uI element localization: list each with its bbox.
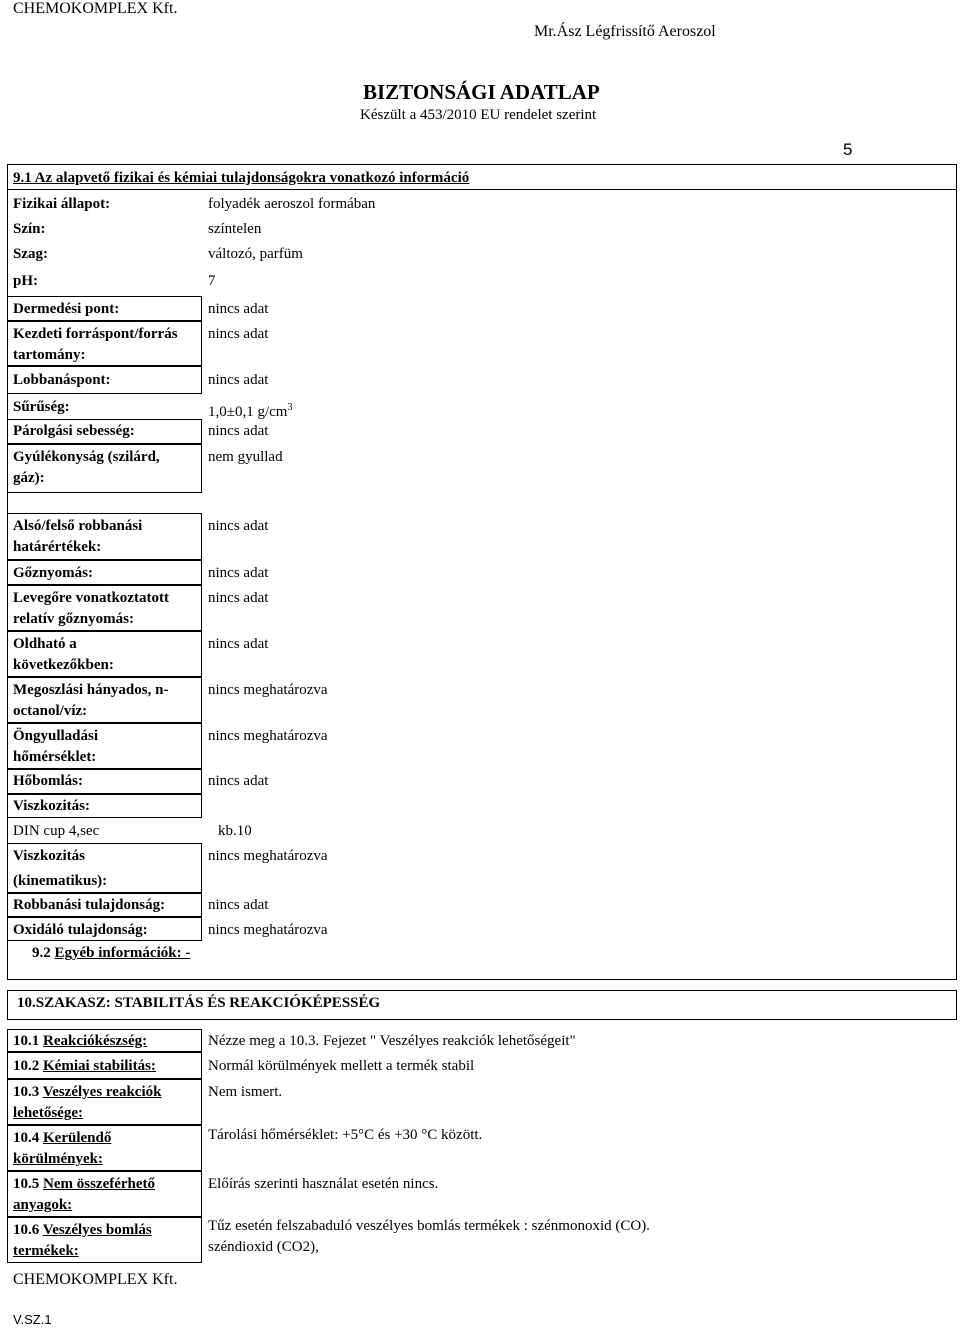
row-value: nincs adat (208, 565, 269, 581)
row-label: Hőbomlás: (13, 773, 84, 789)
row-value: Normál körülmények mellett a termék stabil (208, 1058, 475, 1074)
row-label: Öngyulladási (13, 728, 99, 744)
row-label: Viszkozitás: (13, 798, 90, 814)
row-label: Sűrűség: (13, 399, 70, 415)
row-value: nincs adat (208, 372, 269, 388)
row-label-line2: tartomány: (13, 347, 86, 363)
row-label: Fizikai állapot: (13, 196, 111, 212)
row-value: kb.10 (218, 823, 252, 839)
document-subtitle: Készült a 453/2010 EU rendelet szerint (360, 107, 597, 123)
row-label: Szín: (13, 221, 46, 237)
footer-company: CHEMOKOMPLEX Kft. (13, 1271, 178, 1288)
row-value: Nem ismert. (208, 1084, 283, 1100)
row-label-line2: gáz): (13, 470, 45, 486)
row-label: Oldható a (13, 636, 77, 652)
row-value: Nézze meg a 10.3. Fejezet " Veszélyes reakciók lehetőségeit" (208, 1033, 576, 1049)
row-label: Levegőre vonatkoztatott (13, 590, 169, 606)
row-value: nem gyullad (208, 449, 283, 465)
row-value: nincs adat (208, 301, 269, 317)
row-label: pH: (13, 273, 39, 289)
row-value: nincs adat (208, 590, 269, 606)
row-label: Kezdeti forráspont/forrás (13, 326, 178, 342)
row-value: nincs adat (208, 636, 269, 652)
row-value: nincs meghatározva (208, 848, 328, 864)
section-9-heading-divider (7, 189, 957, 190)
row-value: folyadék aeroszol formában (208, 196, 376, 212)
row-label-line2: lehetősége: (13, 1105, 83, 1121)
row-label: Megoszlási hányados, n- (13, 682, 169, 698)
row-label: DIN cup 4,sec (13, 823, 100, 839)
row-label-line2: anyagok: (13, 1197, 73, 1213)
row-value: nincs meghatározva (208, 922, 328, 938)
row-label: 10.5 Nem összeférhető (13, 1176, 156, 1192)
row-label: Oxidáló tulajdonság: (13, 922, 148, 938)
row-label-line2: (kinematikus): (13, 873, 108, 889)
row-label: 10.1 Reakciókészség: (13, 1033, 148, 1049)
row-value: változó, parfüm (208, 246, 303, 262)
row-label-line2: következőkben: (13, 657, 114, 673)
row-value: nincs meghatározva (208, 728, 328, 744)
row-value: nincs adat (208, 773, 269, 789)
row-label: Párolgási sebesség: (13, 423, 135, 439)
row-value: nincs adat (208, 897, 269, 913)
page-number: 5 (843, 140, 853, 159)
row-label: 10.3 Veszélyes reakciók (13, 1084, 162, 1100)
row-label-line2: octanol/víz: (13, 703, 88, 719)
product-name: Mr.Ász Légfrissítő Aeroszol (534, 23, 716, 40)
section-10-heading: 10.SZAKASZ: STABILITÁS ÉS REAKCIÓKÉPESSÉG (17, 995, 381, 1011)
row-value-line2: széndioxid (CO2), (208, 1239, 319, 1255)
row-value: nincs adat (208, 518, 269, 534)
row-value: Tűz esetén felszabaduló veszélyes bomlás termékek : szénmonoxid (CO). (208, 1218, 650, 1234)
row-value: színtelen (208, 221, 262, 237)
row-label: 10.2 Kémiai stabilitás: (13, 1058, 156, 1074)
row-value: nincs meghatározva (208, 682, 328, 698)
row-value: 7 (208, 273, 216, 289)
row-label: Gyúlékonyság (szilárd, (13, 449, 160, 465)
other-info: 9.2 Egyéb információk: - (32, 945, 191, 961)
row-label: Gőznyomás: (13, 565, 93, 581)
row-value: Előírás szerinti használat esetén nincs. (208, 1176, 439, 1192)
row-label: Szag: (13, 246, 48, 262)
row-label-line2: hőmérséklet: (13, 749, 97, 765)
row-label: Lobbanáspont: (13, 372, 111, 388)
document-title: BIZTONSÁGI ADATLAP (363, 80, 600, 104)
row-label-line2: körülmények: (13, 1151, 103, 1167)
company-name: CHEMOKOMPLEX Kft. (13, 0, 178, 17)
row-label-line2: relatív gőznyomás: (13, 611, 134, 627)
row-value: nincs adat (208, 326, 269, 342)
row-value: Tárolási hőmérséklet: +5°C és +30 °C között. (208, 1127, 483, 1143)
row-value: nincs adat (208, 423, 269, 439)
footer-version: V.SZ.1 (13, 1312, 52, 1327)
row-label: 10.6 Veszélyes bomlás (13, 1222, 152, 1238)
row-label-line2: határértékek: (13, 539, 102, 555)
row-label: Dermedési pont: (13, 301, 120, 317)
row-label-line2: termékek: (13, 1243, 79, 1259)
row-value: 1,0±0,1 $g/cm^3$ (208, 402, 293, 420)
section-9-heading: 9.1 Az alapvető fizikai és kémiai tulajdonságokra vonatkozó információ (13, 170, 470, 186)
row-label: Viszkozitás (13, 848, 85, 864)
row-label: 10.4 Kerülendő (13, 1130, 112, 1146)
row-label: Alsó/felső robbanási (13, 518, 143, 534)
row-label: Robbanási tulajdonság: (13, 897, 166, 913)
